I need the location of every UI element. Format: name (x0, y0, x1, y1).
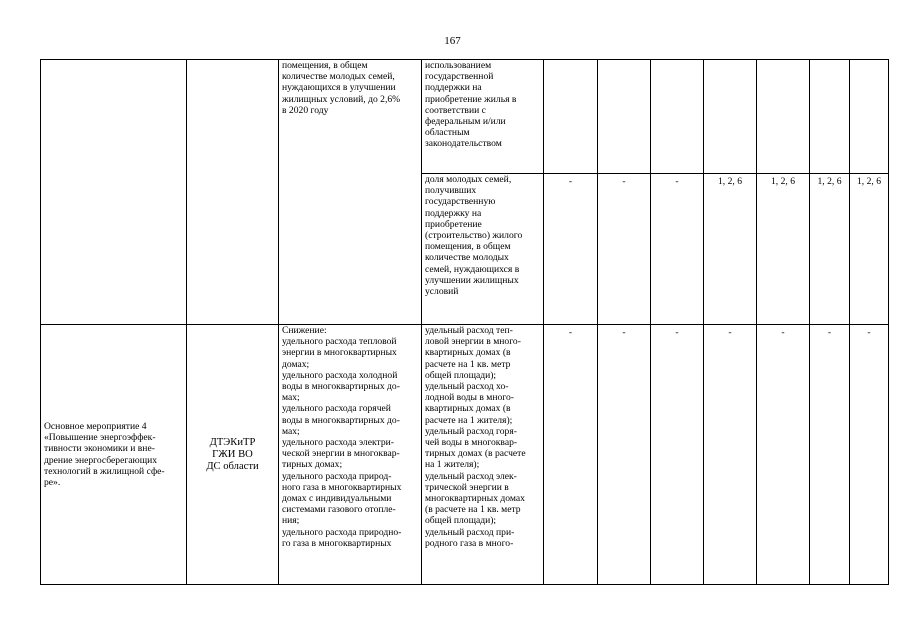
executor-cell: ДТЭКиТР ГЖИ ВО ДС области (187, 325, 279, 585)
executor-cell (187, 60, 279, 325)
value-cell: - (544, 325, 598, 585)
indicator-cell: удельный расход теп- ловой энергии в много- квартирных домах (в расчете на 1 кв. метр общей площади); удельный расход хо- лодной воды в много- квартирных домах (в расчете на 1 жителя); удельный расход горя- чей воды в многоквар- тирных домах (в расчете на 1 жителя); удельный расход элек- трической энергии в многоквартирных домах (в расчете на 1 кв. метр общей площади); удельный расход при- родного газа в много- (422, 325, 544, 585)
value-cell (651, 60, 704, 174)
expected-result-cell: помещения, в общем количестве молодых семей, нуждающихся в улучшении жилищных условий, до 2,6% в 2020 году (279, 60, 422, 325)
value-cell: 1, 2, 6 (757, 174, 810, 325)
value-cell (598, 60, 651, 174)
value-cell (704, 60, 757, 174)
value-cell: - (651, 174, 704, 325)
table-row (41, 325, 889, 585)
value-cell (810, 60, 850, 174)
activity-name-cell (41, 60, 187, 325)
indicator-cell: доля молодых семей, получивших государственную поддержку на приобретение (строительство) жилого помещения, в общем количестве молодых семей, нуждающихся в улучшении жилищных условий (422, 174, 544, 325)
value-cell: - (810, 325, 850, 585)
value-cell (544, 60, 598, 174)
value-cell: - (850, 325, 889, 585)
value-cell: - (651, 325, 704, 585)
value-cell: 1, 2, 6 (850, 174, 889, 325)
value-cell: - (757, 325, 810, 585)
program-table (40, 59, 889, 585)
value-cell: 1, 2, 6 (810, 174, 850, 325)
value-cell: - (704, 325, 757, 585)
value-cell: - (544, 174, 598, 325)
activity-name-cell: Основное мероприятие 4 «Повышение энергоэффек- тивности экономики и вне- дрение энергосберегающих технологий в жилищной сфе- ре». (41, 325, 187, 585)
value-cell: 1, 2, 6 (704, 174, 757, 325)
value-cell: - (598, 174, 651, 325)
page-number: 167 (444, 35, 461, 47)
value-cell: - (598, 325, 651, 585)
value-cell (850, 60, 889, 174)
value-cell (757, 60, 810, 174)
indicator-cell: использованием государственной поддержки на приобретение жилья в соответствии с федеральным и/или областным законодательством (422, 60, 544, 174)
table-row (41, 60, 889, 174)
expected-result-cell: Снижение: удельного расхода тепловой энергии в многоквартирных домах; удельного расхода холодной воды в многоквартирных до- мах; удельного расхода горячей воды в многоквартирных до- мах; удельного расхода электри- ческой энергии в многоквар- тирных домах; удельного расхода природ- ного газа в многоквартирных домах с индивидуальными системами газового отопле- ния; удельного расхода природно- го газа в многоквартирных (279, 325, 422, 585)
